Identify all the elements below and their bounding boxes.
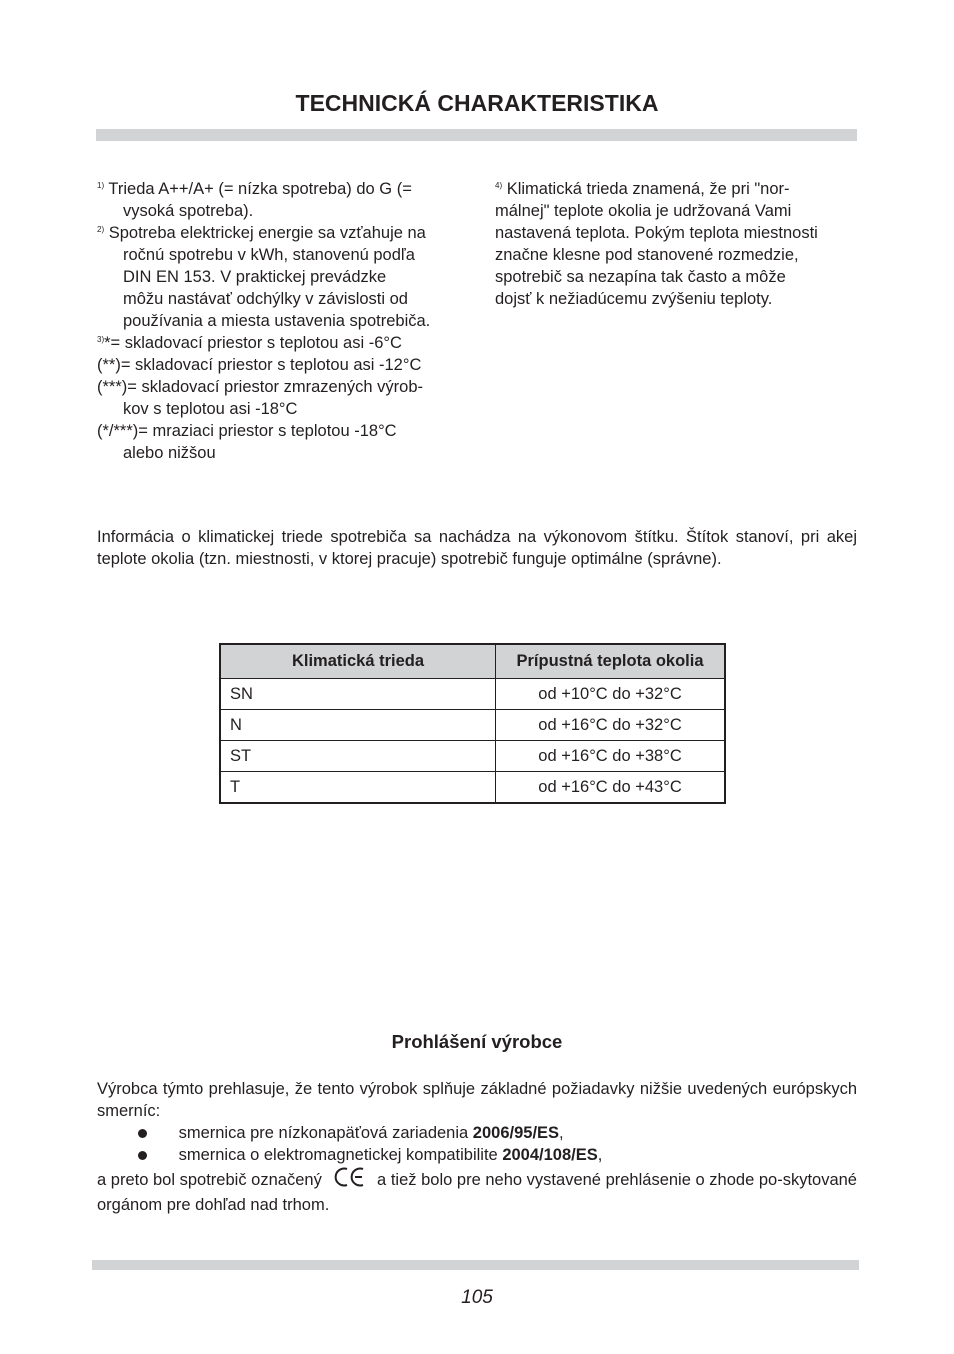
page-number: 105 (461, 1287, 493, 1308)
note-1: $^{1)}$ Trieda A++/A+ (= nízka spotreba) do G (= (97, 180, 412, 198)
table-header-row (220, 644, 725, 679)
note-2: $^{2)}$ Spotreba elektrickej energie sa vzťahuje na (97, 224, 426, 242)
table-cell-range: od +16°C do +43°C (496, 772, 726, 804)
table-cell-class: SN (220, 679, 496, 710)
table-cell-range: od +16°C do +38°C (496, 741, 726, 772)
note-3: $^{3)}$*= skladovací priestor s teplotou asi -6°C (97, 334, 402, 352)
ce-mark-icon (332, 1166, 366, 1194)
bullet-icon (138, 1129, 147, 1138)
table-row (220, 741, 725, 772)
climate-info-paragraph: Informácia o klimatickej triede spotrebiča sa nachádza na výkonovom štítku. Štítok stanoví, pri akej teplote okolia (tzn. miestnosti, v ktorej pracuje) spotrebič funguje optimálne (správne). (97, 528, 857, 568)
climate-class-table (219, 643, 726, 804)
table-cell-range: od +16°C do +32°C (496, 710, 726, 741)
header-divider (96, 129, 857, 141)
directive-list (138, 1122, 858, 1166)
notes-left: $^{1)}$ Trieda A++/A+ (= nízka spotreba) do G (= vysoká spotreba). $^{2)}$ Spotreba elektrickej energie sa vzťahuje na ročnú spotrebu v kWh, stanovenú podľa DIN EN 153. V praktickej prevádzke môžu nastávať odchýlky v závislosti od používania a miesta ustavenia spotrebiča. $^{3)}$*= skladovací priestor s teplotou asi -6°C (**)= skladovací priestor s teplotou asi -12°C (***)= skladovací priestor zmrazených výrob- kov s teplotou asi -18°C (*/***)= mraziaci priestor s teplotou -18°C alebo nižšou (97, 178, 467, 464)
table-row (220, 772, 725, 804)
table-header-class: Klimatická trieda (220, 644, 496, 679)
page-title: TECHNICKÁ CHARAKTERISTIKA (295, 90, 659, 116)
table-cell-range: od +10°C do +32°C (496, 679, 726, 710)
directive-item: smernica o elektromagnetickej kompatibilite 2004/108/ES, (138, 1144, 858, 1166)
note-4: $^{4)}$ Klimatická trieda znamená, že pri "nor- (495, 180, 790, 198)
declaration-heading: Prohlášení výrobce (391, 1031, 563, 1052)
footer-divider (92, 1260, 859, 1270)
bullet-icon (138, 1151, 147, 1160)
declaration-intro: Výrobca týmto prehlasuje, že tento výrobok splňuje základné požiadavky nižšie uvedených európskych smerníc: (97, 1080, 857, 1120)
declaration-closing: a preto bol spotrebič označený a tiež bolo pre neho vystavené prehlásenie o zhode po-skytované orgánom pre dohľad nad trhom. (97, 1166, 857, 1216)
table-row (220, 679, 725, 710)
table-cell-class: T (220, 772, 496, 804)
table-row (220, 710, 725, 741)
notes-right: $^{4)}$ Klimatická trieda znamená, že pri "nor- málnej" teplote okolia je udržovaná Vami nastavená teplota. Pokým teplota miestnosti značne klesne pod stanovené rozmedzie, spotrebič sa nezapína tak často a môže dojsť k nežiadúcemu zvýšeniu teploty. (495, 178, 860, 310)
table-cell-class: ST (220, 741, 496, 772)
directive-item: smernica pre nízkonapäťová zariadenia 2006/95/ES, (138, 1122, 858, 1144)
table-cell-class: N (220, 710, 496, 741)
table-header-temperature: Prípustná teplota okolia (496, 644, 726, 679)
